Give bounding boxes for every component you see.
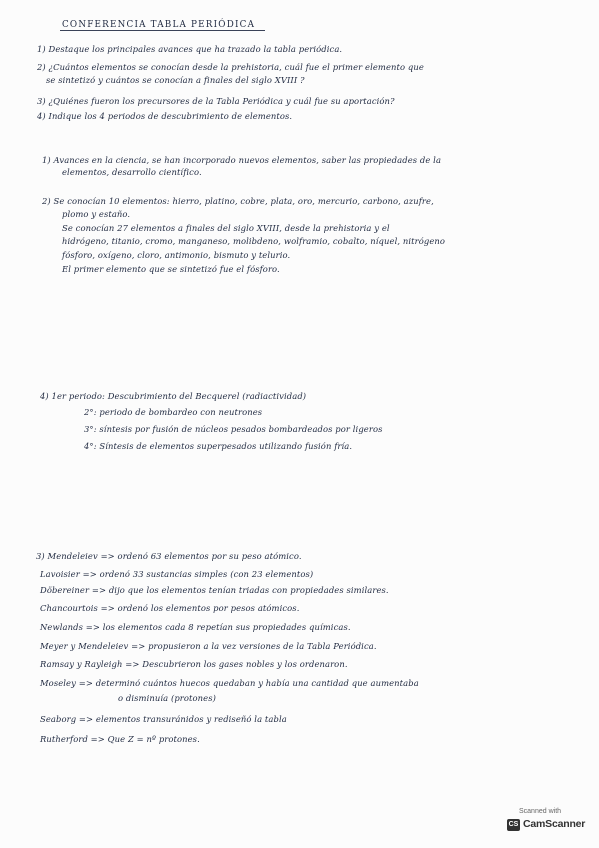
question-4: 4) Indique los 4 periodos de descubrimiento de elementos. (37, 111, 293, 121)
scanned-with-label: Scanned with (519, 808, 562, 815)
answer-4-line-4: 4°: Síntesis de elementos superpesados utilizando fusión fría. (84, 441, 353, 451)
answer-4-line-2: 2°: periodo de bombardeo con neutrones (84, 407, 263, 417)
answer-3-line-1: 3) Mendeleiev => ordenó 63 elementos por su peso atómico. (36, 551, 302, 561)
answer-3-line-11: Rutherford => Que Z = nº protones. (40, 734, 200, 744)
title-underline (60, 30, 265, 31)
question-3: 3) ¿Quiénes fueron los precursores de la Tabla Periódica y cuál fue su aportación? (37, 96, 395, 106)
question-2: 2) ¿Cuántos elementos se conocían desde la prehistoria, cuál fue el primer elemento que (37, 62, 424, 72)
answer-3-line-3: Döbereiner => dijo que los elementos tenían triadas con propiedades similares. (40, 585, 389, 595)
question-1: 1) Destaque los principales avances que ha trazado la tabla periódica. (37, 44, 343, 54)
answer-3-line-10: Seaborg => elementos transuránidos y rediseñó la tabla (40, 714, 287, 724)
answer-2-line-5: fósforo, oxígeno, cloro, antimonio, bismuto y telurio. (62, 250, 291, 260)
answer-1-line-1: 1) Avances en la ciencia, se han incorporado nuevos elementos, saber las propiedades de la (42, 155, 442, 165)
answer-2-line-6: El primer elemento que se sintetizó fue el fósforo. (62, 264, 280, 274)
answer-3-line-5: Newlands => los elementos cada 8 repetían sus propiedades químicas. (40, 622, 351, 632)
question-2-cont: se sintetizó y cuántos se conocían a finales del siglo XVIII ? (46, 75, 305, 85)
camscanner-watermark (505, 808, 586, 838)
camscanner-brand: CamScanner (523, 818, 586, 830)
answer-2-line-4: hidrógeno, titanio, cromo, manganeso, molibdeno, wolframio, cobalto, níquel, nitrógeno (62, 236, 446, 246)
answer-3-line-6: Meyer y Mendeleiev => propusieron a la vez versiones de la Tabla Periódica. (40, 641, 377, 651)
page-title: CONFERENCIA TABLA PERIÓDICA (62, 20, 256, 30)
camscanner-logo-icon: CS (507, 819, 520, 831)
answer-3-line-8: Moseley => determinó cuántos huecos quedaban y había una cantidad que aumentaba (40, 678, 419, 688)
answer-2-line-2: plomo y estaño. (62, 209, 131, 219)
answer-4-line-1: 4) 1er periodo: Descubrimiento del Becquerel (radiactividad) (40, 391, 307, 401)
answer-4-line-3: 3°: síntesis por fusión de núcleos pesados bombardeados por ligeros (84, 424, 383, 434)
answer-3-line-2: Lavoisier => ordenó 33 sustancias simples (con 23 elementos) (40, 569, 314, 579)
answer-1-line-2: elementos, desarrollo científico. (62, 167, 202, 177)
answer-2-line-3: Se conocían 27 elementos a finales del siglo XVIII, desde la prehistoria y el (62, 223, 390, 233)
answer-3-line-7: Ramsay y Rayleigh => Descubrieron los gases nobles y los ordenaron. (40, 659, 348, 669)
answer-3-line-4: Chancourtois => ordenó los elementos por pesos atómicos. (40, 603, 300, 613)
answer-2-line-1: 2) Se conocían 10 elementos: hierro, platino, cobre, plata, oro, mercurio, carbono, azufre, (42, 196, 434, 206)
answer-3-line-9: o disminuía (protones) (118, 693, 216, 703)
